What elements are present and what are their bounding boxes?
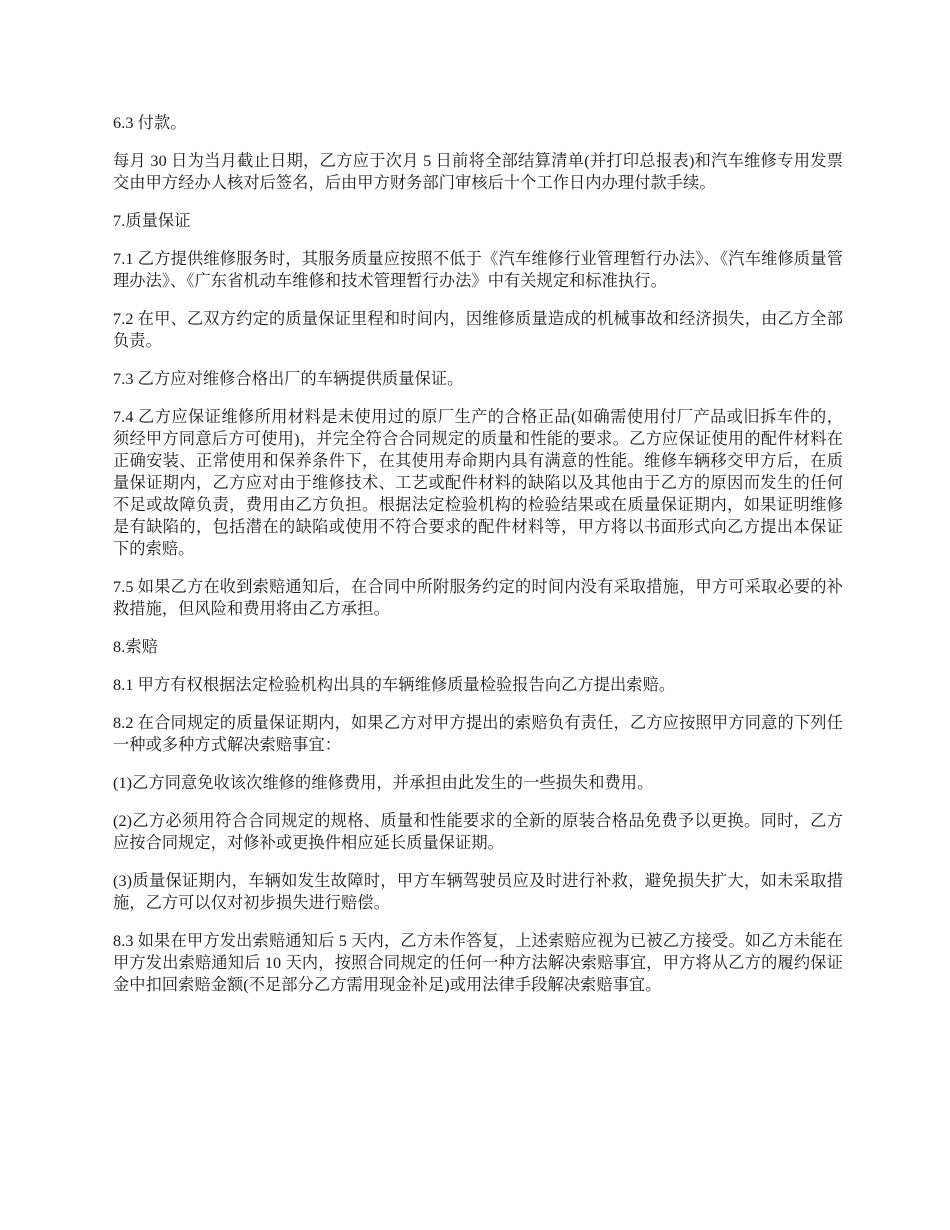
clause-7-2: 7.2 在甲、乙双方约定的质量保证里程和时间内，因维修质量造成的机械事故和经济损失，由乙方全部负责。 (113, 310, 843, 350)
payment-paragraph: 每月 30 日为当月截止日期，乙方应于次月 5 日前将全部结算清单(并打印总报表)和汽车维修专用发票交由甲方经办人核对后签名，后由甲方财务部门审核后十个工作日内办理付款手续。 (113, 152, 843, 192)
clause-7-5: 7.5 如果乙方在收到索赔通知后，在合同中所附服务约定的时间内没有采取措施，甲方可采取必要的补救措施，但风险和费用将由乙方承担。 (113, 578, 843, 618)
clause-8-2-item-2: (2)乙方必须用符合合同规定的规格、质量和性能要求的全新的原装合格品免费予以更换。同时，乙方应按合同规定，对修补或更换件相应延长质量保证期。 (113, 812, 843, 852)
clause-7-4: 7.4 乙方应保证维修所用材料是未使用过的原厂生产的合格正品(如确需使用付厂产品或旧拆车件的，须经甲方同意后方可使用)，并完全符合合同规定的质量和性能的要求。乙方应保证使用的配件材料在正确安装、正常使用和保养条件下，在其使用寿命期内具有满意的性能。维修车辆移交甲方后，在质量保证期内，乙方应对由于维修技术、工艺或配件材料的缺陷以及其他由于乙方的原因而发生的任何不足或故障负责，费用由乙方负担。根据法定检验机构的检验结果或在质量保证期内，如果证明维修是有缺陷的，包括潜在的缺陷或使用不符合要求的配件材料等，甲方将以书面形式向乙方提出本保证下的索赔。 (113, 408, 843, 558)
clause-8-2: 8.2 在合同规定的质量保证期内，如果乙方对甲方提出的索赔负有责任，乙方应按照甲方同意的下列任一种或多种方式解决索赔事宜： (113, 714, 843, 754)
clause-8-1: 8.1 甲方有权根据法定检验机构出具的车辆维修质量检验报告向乙方提出索赔。 (113, 676, 676, 694)
section-7-heading: 7.质量保证 (113, 212, 191, 230)
clause-8-2-item-3: (3)质量保证期内，车辆如发生故障时，甲方车辆驾驶员应及时进行补救，避免损失扩大，如未采取措施，乙方可以仅对初步损失进行赔偿。 (113, 872, 843, 912)
clause-8-2-item-1: (1)乙方同意免收该次维修的维修费用，并承担由此发生的一些损失和费用。 (113, 774, 654, 792)
section-8-heading: 8.索赔 (113, 638, 158, 656)
clause-8-3: 8.3 如果在甲方发出索赔通知后 5 天内，乙方未作答复，上述索赔应视为已被乙方接受。如乙方未能在甲方发出索赔通知后 10 天内，按照合同规定的任何一种方法解决索赔事宜，甲方将从乙方的履约保证金中扣回索赔金额(不足部分乙方需用现金补足)或用法律手段解决索赔事宜。 (113, 932, 843, 994)
document-page (113, 112, 843, 1012)
clause-7-3: 7.3 乙方应对维修合格出厂的车辆提供质量保证。 (113, 370, 464, 388)
section-6-3-heading: 6.3 付款。 (113, 114, 187, 132)
clause-7-1: 7.1 乙方提供维修服务时，其服务质量应按照不低于《汽车维修行业管理暂行办法》、《汽车维修质量管理办法》、《广东省机动车维修和技术管理暂行办法》中有关规定和标准执行。 (113, 250, 843, 290)
